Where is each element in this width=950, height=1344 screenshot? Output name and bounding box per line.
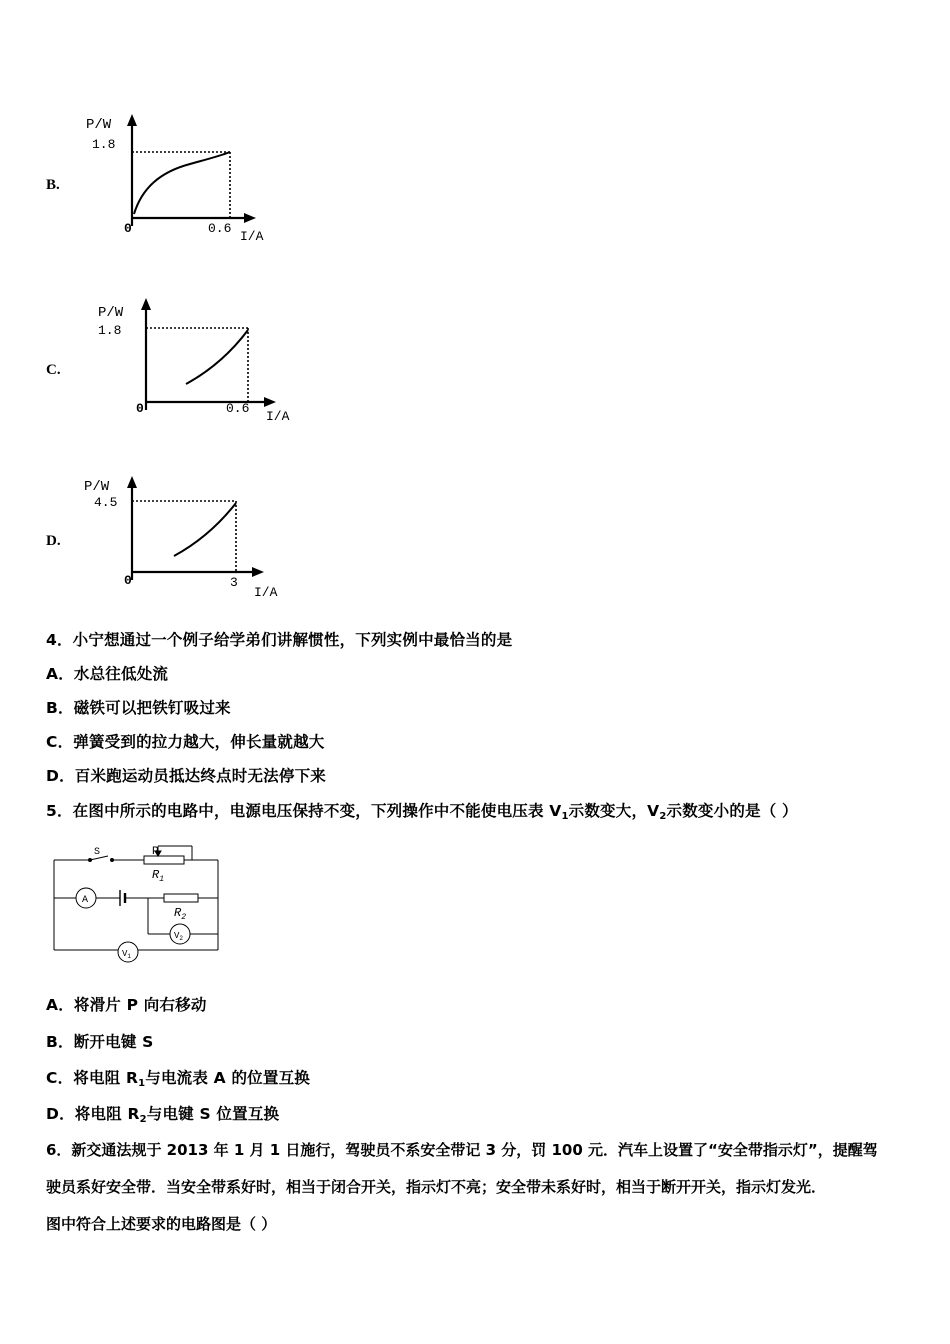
graph-d-origin: 0 bbox=[124, 573, 132, 588]
graph-b-xlabel: I/A bbox=[240, 229, 264, 244]
q5-stem-sub1: 1 bbox=[561, 811, 569, 822]
q5-option-c-part-b: 与电流表 A 的位置互换 bbox=[145, 1069, 310, 1087]
graph-b-ymax: 1.8 bbox=[92, 137, 116, 152]
switch-label: S bbox=[94, 847, 101, 858]
graph-c-ylabel: P/W bbox=[98, 305, 124, 321]
graph-d bbox=[78, 470, 288, 605]
graph-c-xmax: 0.6 bbox=[226, 401, 250, 416]
v1-label: $V_1$ bbox=[122, 949, 132, 960]
q5-stem-part-b: 示数变大，V bbox=[568, 802, 660, 820]
q5-option-c-sub: 1 bbox=[138, 1078, 146, 1089]
r2-label: $R_2$ bbox=[174, 906, 187, 922]
option-c-label: C. bbox=[46, 362, 61, 378]
graph-c-curve bbox=[186, 330, 248, 384]
circuit-diagram bbox=[48, 838, 228, 968]
q5-option-c-part-a: C．将电阻 R bbox=[46, 1069, 139, 1087]
graph-c-xlabel: I/A bbox=[266, 409, 290, 424]
graph-d-x-arrow bbox=[252, 567, 264, 577]
q4-option-c: C．弹簧受到的拉力越大，伸长量就越大 bbox=[46, 733, 325, 751]
graph-d-ymax: 4.5 bbox=[94, 495, 118, 510]
ammeter-label: A bbox=[82, 895, 89, 906]
q5-option-d-sub: 2 bbox=[139, 1114, 147, 1125]
graph-d-xmax: 3 bbox=[230, 575, 238, 590]
graph-b-y-arrow bbox=[127, 114, 137, 126]
q4-option-a: A．水总往低处流 bbox=[46, 665, 169, 683]
q6-line-3: 图中符合上述要求的电路图是（ ） bbox=[46, 1215, 277, 1233]
graph-d-curve bbox=[174, 503, 236, 556]
r1-resistor bbox=[144, 856, 184, 864]
graph-c-origin: 0 bbox=[136, 401, 144, 416]
q5-option-a: A．将滑片 P 向右移动 bbox=[46, 996, 207, 1014]
q5-stem-sub2: 2 bbox=[659, 811, 667, 822]
slider-label: P bbox=[152, 846, 159, 858]
q5-option-d-part-b: 与电键 S 位置互换 bbox=[146, 1105, 280, 1123]
r2-resistor bbox=[164, 894, 198, 902]
q6-line-1: 6．新交通法规于 2013 年 1 月 1 日施行，驾驶员不系安全带记 3 分，罚 100 元．汽车上设置了“安全带指示灯”，提醒驾 bbox=[46, 1141, 878, 1159]
q4-stem: 4．小宁想通过一个例子给学弟们讲解惯性，下列实例中最恰当的是 bbox=[46, 631, 513, 649]
v2-label: $V_2$ bbox=[174, 931, 184, 942]
q5-option-d bbox=[46, 1102, 279, 1125]
graph-b-x-arrow bbox=[244, 213, 256, 223]
graph-c-x-arrow bbox=[264, 397, 276, 407]
q6-line-2: 驶员系好安全带．当安全带系好时，相当于闭合开关，指示灯不亮；安全带未系好时，相当于断开开关，指示灯发光． bbox=[46, 1178, 827, 1196]
q5-option-d-part-a: D．将电阻 R bbox=[46, 1105, 140, 1123]
graph-b bbox=[80, 108, 280, 248]
graph-d-y-arrow bbox=[127, 476, 137, 488]
graph-b-curve bbox=[134, 152, 230, 214]
option-b-label: B. bbox=[46, 177, 60, 193]
graph-b-xmax: 0.6 bbox=[208, 221, 232, 236]
option-d-label: D. bbox=[46, 533, 61, 549]
graph-d-xlabel: I/A bbox=[254, 585, 278, 600]
graph-c bbox=[88, 292, 298, 432]
q4-option-b: B．磁铁可以把铁钉吸过来 bbox=[46, 699, 231, 717]
q5-stem-part-a: 5．在图中所示的电路中，电源电压保持不变，下列操作中不能使电压表 V bbox=[46, 802, 562, 820]
graph-c-ymax: 1.8 bbox=[98, 323, 122, 338]
graph-b-ylabel: P/W bbox=[86, 117, 112, 133]
q4-option-d: D．百米跑运动员抵达终点时无法停下来 bbox=[46, 767, 326, 785]
r1-label: $R_1$ bbox=[152, 868, 165, 884]
graph-b-origin: 0 bbox=[124, 221, 132, 236]
q5-stem bbox=[46, 799, 798, 822]
graph-d-ylabel: P/W bbox=[84, 479, 110, 495]
graph-c-y-arrow bbox=[141, 298, 151, 310]
q5-option-b: B．断开电键 S bbox=[46, 1033, 154, 1051]
q5-stem-part-c: 示数变小的是（ ） bbox=[666, 802, 798, 820]
q5-option-c bbox=[46, 1066, 310, 1089]
